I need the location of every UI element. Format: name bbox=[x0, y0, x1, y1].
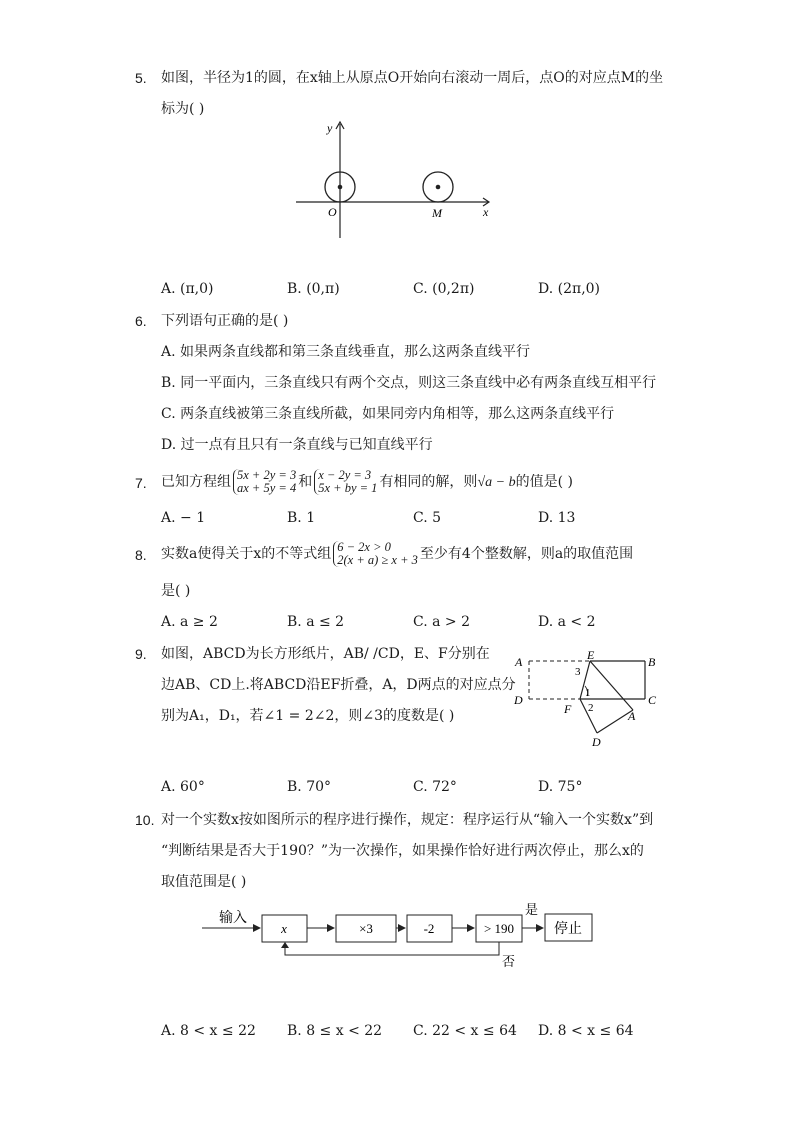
q8-option-c: C. a > 2 bbox=[413, 614, 470, 630]
q7-option-b: B. 1 bbox=[287, 510, 316, 526]
q7-text-2: 和 bbox=[298, 474, 313, 490]
q5-axis-x-label: x bbox=[483, 205, 489, 219]
q8-stem-line2: 是( ) bbox=[161, 583, 191, 599]
q7-eq-2b: 5x + by = 1 bbox=[318, 481, 378, 495]
q10-box-stop: 停止 bbox=[554, 922, 582, 937]
q10-box-compare: > 190 bbox=[483, 921, 515, 936]
q10-box-x: x bbox=[281, 921, 287, 936]
q9-label-c: C bbox=[648, 693, 657, 707]
q7-option-d: D. 13 bbox=[538, 510, 576, 526]
q9-angle-2: 2 bbox=[588, 702, 594, 714]
q9-stem-line2: 边AB、CD上.将ABCD沿EF折叠，A，D两点的对应点分 bbox=[161, 677, 516, 693]
q8-option-d: D. a < 2 bbox=[538, 614, 596, 630]
q5-axis-y-label: y bbox=[327, 121, 333, 135]
q10-box-minus2: -2 bbox=[423, 921, 435, 936]
q7-number: 7. bbox=[135, 475, 147, 491]
q9-label-b: B bbox=[648, 655, 656, 669]
q5-option-c: C. (0,2π) bbox=[413, 281, 475, 297]
q8-stem-line1 bbox=[161, 537, 633, 571]
q6-option-d: D. 过一点有且只有一条直线与已知直线平行 bbox=[161, 437, 433, 453]
q10-yes-label: 是 bbox=[525, 902, 539, 917]
q5-origin-label: O bbox=[328, 205, 337, 219]
q8-ineq-1: 6 − 2x > 0 bbox=[337, 540, 391, 554]
q7-option-a: A. − 1 bbox=[161, 510, 206, 526]
q9-number: 9. bbox=[135, 646, 147, 662]
q6-number: 6. bbox=[135, 313, 147, 329]
q6-option-c: C. 两条直线被第三条直线所截，如果同旁内角相等，那么这两条直线平行 bbox=[161, 406, 615, 422]
q5-point-m-label: M bbox=[432, 206, 442, 220]
q7-eq-1b: ax + 5y = 4 bbox=[237, 481, 297, 495]
q9-label-d: D bbox=[514, 693, 523, 707]
q10-input-label: 输入 bbox=[219, 911, 247, 926]
q10-box-times3: ×3 bbox=[359, 921, 373, 936]
q10-no-label: 否 bbox=[502, 954, 516, 969]
q5-option-d: D. (2π,0) bbox=[538, 281, 601, 297]
q6-option-a: A. 如果两条直线都和第三条直线垂直，那么这两条直线平行 bbox=[161, 344, 531, 360]
q9-option-c: C. 72° bbox=[413, 779, 457, 795]
q10-number: 10. bbox=[135, 812, 155, 828]
q7-text-3: 有相同的解，则 bbox=[379, 474, 478, 490]
q10-stem-line2: “判断结果是否大于190？”为一次操作，如果操作恰好进行两次停止，那么x的 bbox=[161, 843, 644, 859]
q8-text-2: 至少有4个整数解，则a的取值范围 bbox=[419, 546, 634, 562]
q10-flowchart bbox=[198, 898, 608, 982]
q7-system-2 bbox=[314, 469, 377, 495]
q7-expression: √a − b bbox=[477, 475, 516, 490]
q9-label-d1: D bbox=[592, 735, 601, 749]
q9-label-a: A bbox=[515, 655, 523, 669]
q10-stem-line3: 取值范围是( ) bbox=[161, 874, 247, 890]
q6-option-b: B. 同一平面内，三条直线只有两个交点，则这三条直线中必有两条直线互相平行 bbox=[161, 375, 657, 391]
q9-stem-line3: 别为A₁，D₁，若∠1 = 2∠2，则∠3的度数是( ) bbox=[161, 708, 455, 724]
q7-system-1 bbox=[233, 469, 296, 495]
q9-figure bbox=[508, 646, 666, 750]
q7-stem bbox=[161, 465, 573, 500]
q7-text-1: 已知方程组 bbox=[161, 474, 231, 490]
q9-label-f: F bbox=[564, 702, 572, 716]
q7-text-4: 的值是( ) bbox=[515, 474, 573, 490]
q6-stem: 下列语句正确的是( ) bbox=[161, 313, 289, 329]
q5-option-b: B. (0,π) bbox=[287, 281, 340, 297]
q5-stem-line1: 如图，半径为1的圆，在x轴上从原点O开始向右滚动一周后，点O的对应点M的坐 bbox=[161, 70, 664, 86]
q10-option-b: B. 8 ≤ x < 22 bbox=[287, 1023, 383, 1039]
q10-option-c: C. 22 < x ≤ 64 bbox=[413, 1023, 517, 1039]
q9-option-a: A. 60° bbox=[161, 779, 205, 795]
q8-text-1: 实数a使得关于x的不等式组 bbox=[161, 546, 332, 562]
q10-option-a: A. 8 < x ≤ 22 bbox=[161, 1023, 256, 1039]
q8-system bbox=[333, 541, 418, 567]
q9-angle-1: 1 bbox=[585, 687, 591, 699]
q7-option-c: C. 5 bbox=[413, 510, 442, 526]
q10-stem-line1: 对一个实数x按如图所示的程序进行操作，规定：程序运行从“输入一个实数x”到 bbox=[161, 812, 654, 828]
q7-eq-2a: x − 2y = 3 bbox=[318, 468, 372, 482]
q9-angle-3: 3 bbox=[575, 666, 581, 678]
q8-number: 8. bbox=[135, 547, 147, 563]
q9-option-b: B. 70° bbox=[287, 779, 332, 795]
q10-option-d: D. 8 < x ≤ 64 bbox=[538, 1023, 634, 1039]
q9-label-e: E bbox=[587, 648, 595, 662]
q5-option-a: A. (π,0) bbox=[161, 281, 214, 297]
q9-option-d: D. 75° bbox=[538, 779, 583, 795]
q5-number: 5. bbox=[135, 70, 147, 86]
q7-eq-1a: 5x + 2y = 3 bbox=[237, 468, 297, 482]
q9-label-a1: A bbox=[628, 709, 636, 723]
q8-ineq-2: 2(x + a) ≥ x + 3 bbox=[337, 553, 418, 567]
q5-stem-line2: 标为( ) bbox=[161, 101, 205, 117]
q9-stem-line1: 如图，ABCD为长方形纸片，AB/ /CD，E、F分别在 bbox=[161, 646, 490, 662]
q5-figure bbox=[292, 118, 502, 243]
q8-option-b: B. a ≤ 2 bbox=[287, 614, 345, 630]
q8-option-a: A. a ≥ 2 bbox=[161, 614, 218, 630]
